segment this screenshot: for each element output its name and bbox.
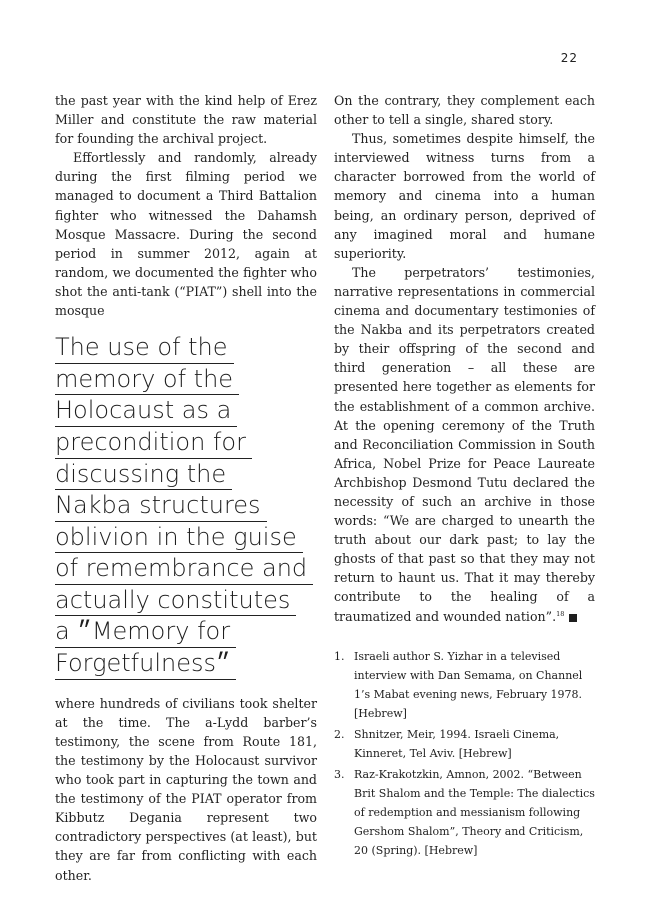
pull-quote-line: precondition for [55,427,317,459]
pull-quote-line: memory of the [55,364,317,396]
pull-quote-line: oblivion in the guise [55,522,317,554]
endnote-number: 2. [334,728,345,741]
end-of-article-square-icon [569,614,577,622]
endnote-item [334,647,595,723]
body-paragraph: the past year with the kind help of Erez Miller and constitute the raw material for founding the archival project. [55,93,317,147]
left-column [55,91,317,885]
body-paragraph: where hundreds of civilians took shelter at the time. The a-Lydd barber’s testimony, the scene from Route 181, the testimony by the Holocaust survivor who took part in capturing the town and the testimony of the PIAT operator from Kibbutz Degania represent two contradictory perspectives (at least), but they are far from conflicting with each other. [55,695,317,883]
paragraph-text: The perpetrators’ testimonies, narrative representations in commercial cinema and documentary testimonies of the Nakba and its perpetrators created by their offspring of the second and third generation – all these are presented here together as elements for the establishment of a common archive. At the opening ceremony of the Truth and Reconciliation Commission in South Africa, Nobel Prize for Peace Laureate Archbishop Desmond Tutu declared the necessity of such an archive in those words: “We are charged to unearth the truth about our dark past; to lay the ghosts of that past so that they may not return to haunt us. That it may thereby contribute to the healing of a traumatized and wounded nation”. [334,264,595,624]
endnote-text: Shnitzer, Meir, 1994. Israeli Cinema, Kinneret, Tel Aviv. [Hebrew] [354,728,560,760]
pull-quote-line: actually constitutes [55,585,317,617]
endnotes-list [334,647,595,862]
endnote-text: Raz-Krakotzkin, Amnon, 2002. “Between Brit Shalom and the Temple: The dialectics of redemption and messianism following Gershom Shalom”, Theory and Criticism, 20 (Spring). [Hebrew] [354,768,595,857]
endnote-number: 1. [334,650,345,663]
pull-quote [55,332,317,680]
pull-quote-line: a ״Memory for [55,616,317,648]
body-paragraph: On the contrary, they complement each other to tell a single, shared story. [334,93,595,128]
pull-quote-line: Nakba structures [55,490,317,522]
endnote-number: 3. [334,768,345,781]
pull-quote-line: of remembrance and [55,553,317,585]
pull-quote-line: Holocaust as a [55,395,317,427]
endnote-item [334,765,595,860]
footnote-marker[interactable]: 18 [556,609,565,618]
pull-quote-line: Forgetfulness״ [55,648,317,680]
pull-quote-line: The use of the [55,332,317,364]
endnote-text: Israeli author S. Yizhar in a televised interview with Dan Semama, on Channel 1’s Mabat evening news, February 1978. [Hebrew] [354,650,583,720]
body-paragraph: Effortlessly and randomly, already during the first filming period we managed to document a Third Battalion fighter who witnessed the Dahamsh Mosque Massacre. During the second period in summer 2012, again at random, we documented the fighter who shot the anti-tank (“PIAT”) shell into the mosque [55,150,317,319]
right-column [334,91,595,626]
page-number: 22 [560,51,578,65]
pull-quote-line: discussing the [55,459,317,491]
endnote-item [334,725,595,763]
body-paragraph: Thus, sometimes despite himself, the interviewed witness turns from a character borrowed from the world of memory and cinema into a human being, an ordinary person, deprived of any imagined moral and humane superiority. [334,131,595,261]
body-paragraph [334,263,595,626]
